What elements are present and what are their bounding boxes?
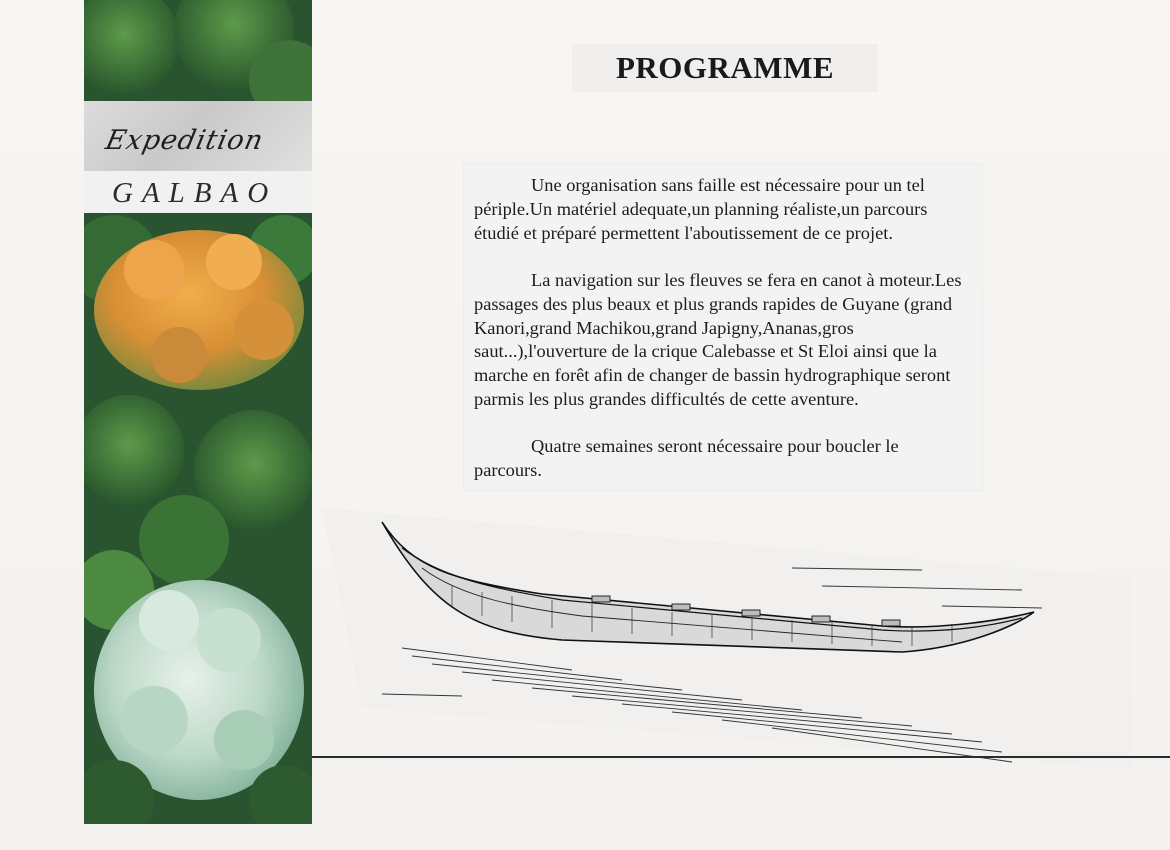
expedition-label [84,101,312,213]
paragraph-navigation: La navigation sur les fleuves se fera en canot à moteur.Les passages des plus beaux et plus grands rapides de Guyane (grand Kanori,grand Machikou,grand Japigny,Ananas,gros saut...),l'ouverture de la crique Calebasse et St Eloi ainsi que la marche en forêt afin de changer de bassin hydrographique seront parmis les plus grandes difficultés de cette aventure. [474,270,962,409]
programme-text-card [464,164,982,490]
page-title-box [572,44,878,92]
bottom-rule [312,756,1170,758]
expedition-name-banner [84,171,312,213]
canoe-illustration [322,508,1132,770]
page-title: PROGRAMME [615,50,835,85]
paragraph-organisation: Une organisation sans faille est nécessaire pour un tel périple.Un matériel adequate,un planning réaliste,un parcours étudié et préparé permettent l'aboutissement de ce projet. [474,175,928,243]
paragraph-duration: Quatre semaines seront nécessaire pour boucler le parcours. [474,436,899,480]
expedition-script-text: Expedition [102,125,267,156]
expedition-name-text: GALBAO [112,177,278,209]
expedition-script-title [84,101,312,171]
